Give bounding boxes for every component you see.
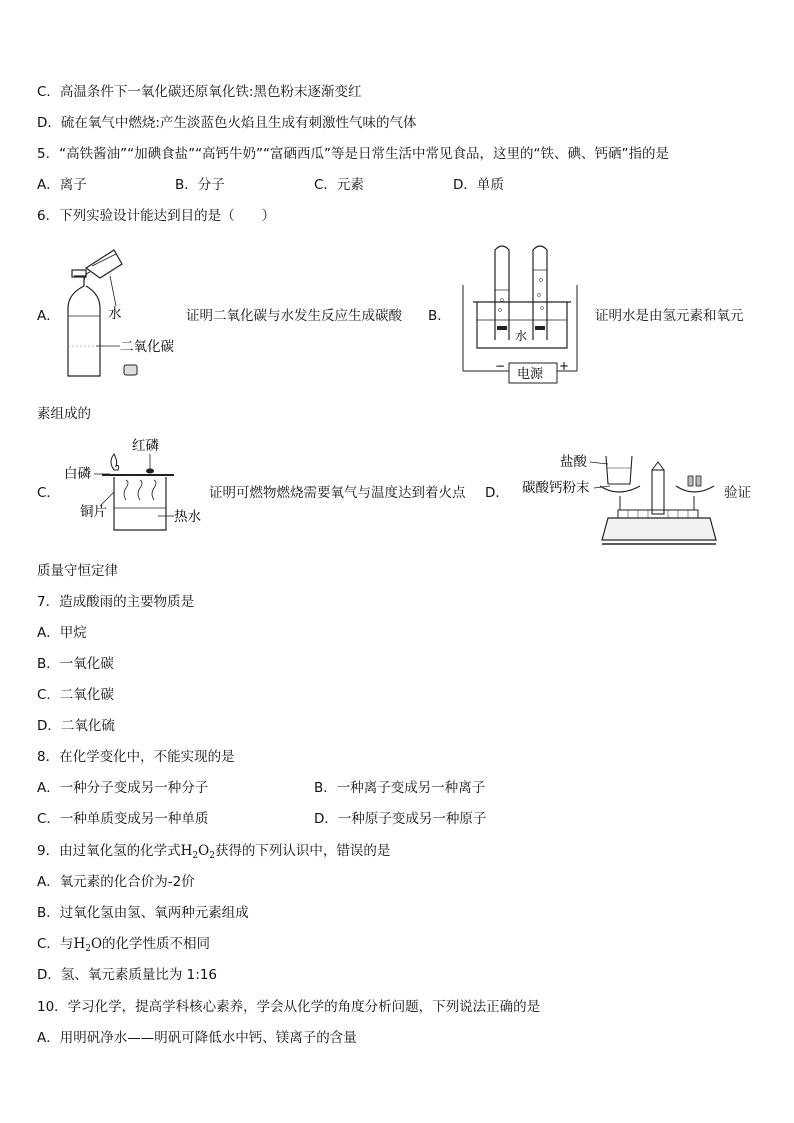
q7-option-c: C．二氧化碳 bbox=[37, 687, 114, 703]
q6-option-d-letter: D． bbox=[485, 485, 509, 501]
q6-b-fig-water-label: 水 bbox=[515, 329, 528, 343]
q9-formula bbox=[181, 843, 215, 859]
q6-option-d-text: 验证 bbox=[724, 485, 751, 501]
q9-formula-h: H bbox=[180, 843, 193, 859]
q9-option-d: D．氢、氧元素质量比为 1:16 bbox=[37, 967, 218, 983]
q9-stem bbox=[37, 842, 390, 865]
q10-option-a: A．用明矾净水——明矾可降低水中钙、镁离子的含量 bbox=[37, 1030, 357, 1046]
q9-stem-post: 获得的下列认识中，错误的是 bbox=[214, 843, 391, 859]
q6-c-fig-hotwater-label: 热水 bbox=[174, 509, 201, 525]
q6-a-fig-water-label: 水 bbox=[108, 306, 122, 322]
q6-option-b-letter: B． bbox=[428, 308, 451, 324]
q6-b-fig-minus: − bbox=[495, 359, 506, 373]
q9-option-c-formula bbox=[73, 936, 102, 952]
q6-b-fig-power-label: 电源 bbox=[517, 367, 544, 382]
q4-option-d: D．硫在氧气中燃烧:产生淡蓝色火焰且生成有刺激性气味的气体 bbox=[37, 115, 417, 131]
q7-option-a: A．甲烷 bbox=[37, 625, 87, 641]
q8-option-c: C．一种单质变成另一种单质 bbox=[37, 811, 209, 827]
q6-option-b-continued: 素组成的 bbox=[37, 406, 91, 422]
q6-d-fig-caco3-label: 碳酸钙粉末 bbox=[522, 480, 590, 496]
q6-option-c-letter: C． bbox=[37, 485, 60, 501]
q6-option-d-continued: 质量守恒定律 bbox=[37, 563, 118, 579]
q8-option-a: A．一种分子变成另一种分子 bbox=[37, 780, 209, 796]
q5-option-b: B．分子 bbox=[175, 177, 225, 193]
q9-formula-sub1: 2 bbox=[192, 851, 199, 861]
q6-b-fig-plus: + bbox=[559, 359, 570, 373]
q9-option-a: A．氧元素的化合价为-2价 bbox=[37, 874, 195, 890]
q6-option-d-figure bbox=[518, 446, 723, 548]
q6-option-b-figure bbox=[459, 240, 584, 388]
q10-stem: 10．学习化学，提高学科核心素养，学会从化学的角度分析问题，下列说法正确的是 bbox=[37, 999, 541, 1015]
q9-option-b: B．过氧化氢由氢、氧两种元素组成 bbox=[37, 905, 249, 921]
q4-option-c: C．高温条件下一氧化碳还原氧化铁:黑色粉末逐渐变红 bbox=[37, 84, 362, 100]
q9-option-c-pre: C．与 bbox=[37, 936, 74, 952]
q6-option-a-text: 证明二氧化碳与水发生反应生成碳酸 bbox=[186, 308, 402, 324]
q5-option-c: C．元素 bbox=[314, 177, 364, 193]
q5-option-d: D．单质 bbox=[453, 177, 504, 193]
q9-option-c-h: H bbox=[73, 936, 86, 952]
q9-formula-o: O bbox=[198, 843, 210, 859]
q8-stem: 8．在化学变化中，不能实现的是 bbox=[37, 749, 235, 765]
q9-formula-sub2: 2 bbox=[209, 851, 215, 861]
q6-c-fig-whitep-label: 白磷 bbox=[64, 466, 91, 482]
q9-option-c-post: 的化学性质不相同 bbox=[102, 936, 211, 952]
q5-option-a: A．离子 bbox=[37, 177, 87, 193]
q6-option-a-figure bbox=[58, 246, 186, 380]
q8-option-b: B．一种离子变成另一种离子 bbox=[314, 780, 486, 796]
q6-d-fig-acid-label: 盐酸 bbox=[560, 454, 587, 470]
q7-stem: 7．造成酸雨的主要物质是 bbox=[37, 594, 195, 610]
q6-option-b-text: 证明水是由氢元素和氧元 bbox=[595, 308, 744, 324]
q9-option-c-o: O bbox=[90, 936, 103, 952]
q8-option-d: D．一种原子变成另一种原子 bbox=[314, 811, 487, 827]
q6-option-a-letter: A． bbox=[37, 308, 60, 324]
q9-stem-pre: 9．由过氧化氢的化学式 bbox=[37, 843, 181, 859]
q7-option-b: B．一氧化碳 bbox=[37, 656, 114, 672]
q9-option-c bbox=[37, 935, 210, 958]
q7-option-d: D．二氧化硫 bbox=[37, 718, 115, 734]
q6-stem: 6．下列实验设计能达到目的是（ ） bbox=[37, 208, 276, 224]
q6-option-c-text: 证明可燃物燃烧需要氧气与温度达到着火点 bbox=[209, 485, 466, 501]
q5-stem: 5．“高铁酱油”“加碘食盐”“高钙牛奶”“富硒西瓜”等是日常生活中常见食品，这里的“铁、碘、钙硒”指的是 bbox=[37, 146, 670, 162]
q6-a-fig-co2-label: 二氧化碳 bbox=[120, 339, 174, 355]
q6-c-fig-copper-label: 铜片 bbox=[80, 504, 107, 520]
q6-c-fig-redp-label: 红磷 bbox=[132, 438, 159, 454]
q6-option-c-figure bbox=[62, 436, 208, 536]
q9-option-c-sub: 2 bbox=[85, 944, 91, 954]
